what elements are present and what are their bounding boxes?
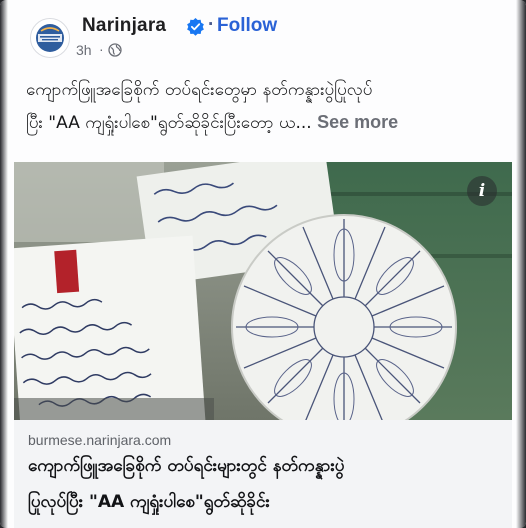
follow-button[interactable]: Follow: [217, 15, 278, 36]
right-shadow-edge: [516, 0, 526, 528]
caption-line-1: ကျောက်ဖြူအခြေစိုက် တပ်ရင်းတွေမှာ နတ်ကန္နားပွဲပြုလုပ်: [26, 80, 373, 100]
post-header: [26, 14, 506, 66]
info-icon: i: [478, 181, 486, 201]
globe-icon: [108, 43, 122, 57]
timestamp-separator: ·: [99, 41, 104, 57]
left-shadow-edge: [0, 0, 8, 528]
post-timestamp[interactable]: 3h: [76, 42, 92, 58]
see-more-link[interactable]: See more: [317, 112, 399, 132]
link-title-line-2: ပြုလုပ်ပြီး "AA ကျရှုံးပါစေ"ရွတ်ဆိုခိုင်း: [28, 492, 270, 512]
link-title[interactable]: [28, 448, 498, 520]
link-title-line-1: ကျောက်ဖြူအခြေစိုက် တပ်ရင်းများတွင် နတ်ကန္နားပွဲ: [28, 456, 345, 476]
info-button[interactable]: [467, 176, 497, 206]
link-domain: burmese.narinjara.com: [28, 432, 172, 448]
verified-badge-icon: [186, 17, 205, 36]
caption-line-2: [26, 106, 496, 139]
page-avatar[interactable]: [30, 18, 70, 58]
post-caption: [26, 74, 496, 139]
caption-line-2-text: ပြီး "AA ကျရှုံးပါစေ"ရွတ်ဆိုခိုင်းပြီးတော့ ယ...: [26, 113, 312, 133]
post-image[interactable]: [14, 162, 512, 420]
header-separator: ·: [208, 14, 215, 35]
post-image-drawing: [14, 162, 512, 420]
page-name-link[interactable]: Narinjara: [82, 15, 167, 36]
